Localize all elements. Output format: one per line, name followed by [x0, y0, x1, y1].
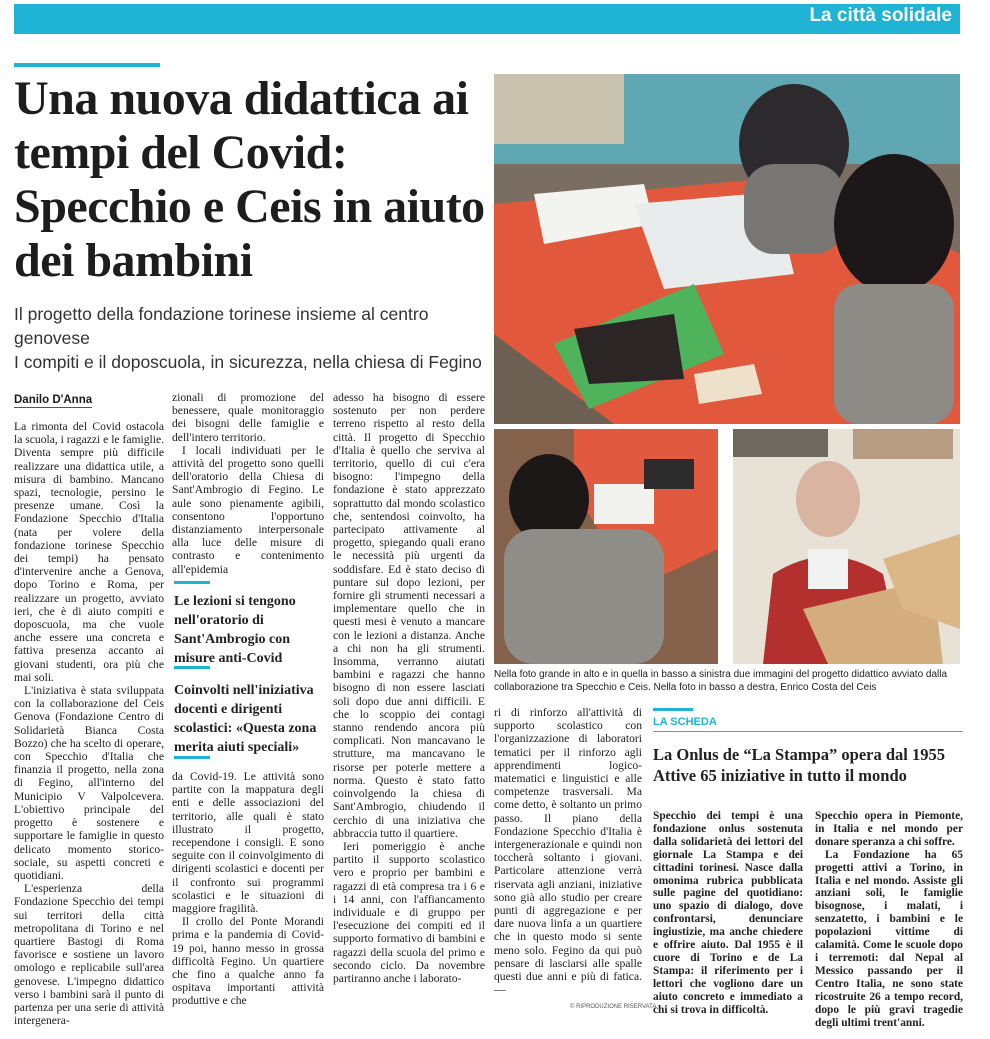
scheda-column-1	[653, 810, 803, 1020]
scheda-divider	[653, 731, 963, 732]
reserved-rights: © RIPRODUZIONE RISERVATA	[570, 1004, 657, 1010]
section-label: La città solidale	[809, 5, 952, 26]
article-column-1	[14, 420, 164, 1028]
bottom-right-photo	[733, 429, 960, 664]
paragraph: zionali di promozione del benessere, quale monitoraggio dei bisogni delle famiglie e dell'intero territorio.	[172, 391, 324, 444]
scheda-title: La Onlus de “La Stampa” opera dal 1955 Attive 65 iniziative in tutto il mondo	[653, 745, 946, 785]
article-column-3	[333, 391, 485, 1021]
paragraph: La rimonta del Covid ostacola la scuola, i ragazzi e le famiglie. Diventa sempre più difficile realizzare una didattica utile, a misura di bambino. Mancano spazi, tecnologie, persino le presenze umane. Così la Fondazione Specchio d'Italia (nata per volere della fondazione torinese Specchio dei tempi) ha pensato d'intervenire anche a Genova, dopo Torino e Roma, per realizzare un progetto, avviato ieri, che è di aiuto compiti e doposcuola, ma che vuole anche essere una concreta e fattiva presenza accanto ai giovani studenti, ora più che mai soli.	[14, 420, 164, 684]
pull-quote-1: Le lezioni si tengono nell'oratorio di Sant'Ambrogio con misure anti-Covid	[174, 594, 296, 666]
paragraph: I locali individuati per le attività del progetto sono quelli dell'oratorio della Chiesa di Sant'Ambrogio di Fegino. Le aule sono pienamente agibili, consentono l'opportuno distanziamento interpersonale alla luce delle misure di contrasto e contenimento all'epidemia	[172, 443, 324, 576]
paragraph: da Covid-19. Le attività sono partite con la mappatura degli enti e delle associazioni del territorio, alle quali è stato illustrato il progetto, recependone i consigli. E sono seguite con il coinvolgimento di dirigenti scolastici e docenti per il confronto sui programmi scolastici e le situazioni di maggiore fragilità.	[172, 770, 324, 916]
photo-caption: Nella foto grande in alto e in quella in basso a sinistra due immagini del progetto didattico avviato dalla collaborazione tra Specchio e Ceis. Nella foto in basso a destra, Enrico Costa del Ceis	[494, 669, 948, 693]
byline: Danilo D'Anna	[14, 394, 93, 406]
pull-quote-2: Coinvolti nell'iniziativa docenti e dirigenti scolastici: «Questa zona merita aiuti speciali»	[174, 683, 317, 755]
paragraph: Il crollo del Ponte Morandi prima e la pandemia di Covid-19 poi, hanno messo in grossa difficoltà Fegino. Un quartiere che fino a qualche anno fa ospitava importanti attività produttive e che	[172, 915, 324, 1008]
bottom-left-photo	[494, 429, 718, 664]
paragraph: L'esperienza della Fondazione Specchio dei tempi sui territori della città metropolitana di Torino e nel quartiere Bastogi di Roma favorisce e sostiene un lavoro omologo e replicabile sull'area genovese. L'impegno didattico verso i bambini sarà il punto di partenza per una serie di attività intergenera-	[14, 882, 164, 1028]
headline: Una nuova didattica ai tempi del Covid: Specchio e Ceis in aiuto dei bambini	[14, 72, 485, 287]
paragraph: ri di rinforzo all'attività di supporto scolastico con l'organizzazione di laboratori tematici per il rinforzo agli apprendimenti logico-matematici e linguistici e alle competenze trasversali. Ma come detto, è soltanto un primo passo. Il piano della Fondazione Specchio d'Italia è intergenerazionale e quindi non toccherà soltanto i giovani. Particolare attenzione verrà riservata agli anziani, iniziative sono già allo studio per creare punti di aggregazione e per dare nuova linfa a un quartiere che in questo modo si sente meno solo. Fegino da qui può pensare di lasciarsi alle spalle questi due anni e più di fatica. —	[494, 706, 642, 997]
subtitle-line-2: I compiti e il doposcuola, in sicurezza, nella chiesa di Fegino	[14, 352, 482, 372]
article-column-4	[494, 706, 642, 1004]
quote-accent	[174, 581, 210, 584]
quote-accent	[174, 666, 210, 669]
article-column-2-top	[172, 391, 324, 576]
subtitle	[14, 302, 494, 374]
paragraph: Ieri pomeriggio è anche partito il supporto scolastico vero e proprio per bambini e ragazzi di età compresa tra i 6 e i 14 anni, con l'affiancamento individuale e di gruppo per l'esecuzione dei compiti ed il supporto formativo di bambini e ragazzi della scuola del primo e secondo ciclo. Da novembre partiranno anche i laborato-	[333, 839, 485, 985]
main-photo	[494, 74, 960, 424]
paragraph: L'iniziativa è stata sviluppata con la collaborazione del Ceis Genova (Fondazione Centro di Solidarietà Bianca Costa Bozzo) che ha scelto di operare, con Specchio d'Italia che finanzia il progetto, nella zona di Fegino, all'interno del Municipio V Valpolcevera. L'obiettivo principale del progetto è sostenere e supportare le famiglie in questo delicato momento storico-sociale, su aspetti concreti e quotidiani.	[14, 684, 164, 882]
paragraph: adesso ha bisogno di essere sostenuto per non perdere terreno rispetto al resto della città. Il progetto di Specchio d'Italia è quello che serviva al territorio, quello di cui c'era bisogno: l'impegno della fondazione è stato apprezzato soprattutto dal mondo scolastico che, sentendosi coinvolto, ha partecipato attivamente al progetto, spiegando quali erano le necessità più urgenti da soddisfare. Ed è stato deciso di puntare sul dopo lezioni, per fornire gli strumenti necessari a implementare quello che in questi mesi è venuto a mancare con le lezioni a distanza. Anche a chi non ha gli strumenti. Insomma, verranno aiutati bambini e ragazzi che hanno bisogno di non essere lasciati soli dopo due anni difficili. E che lo scoppio dei contagi stanno rendendo ancora più complicati. Non mancavano le strutture, ma mancavano le risorse per poterle mettere a norma. Questo è stato fatto coinvolgendo la chiesa di Sant'Ambrogio, chiudendo il cerchio di una iniziativa che abbraccia tutto il quartiere.	[333, 391, 485, 840]
subtitle-line-1: Il progetto della fondazione torinese insieme al centro genovese	[14, 304, 429, 348]
paragraph: Specchio opera in Piemonte, in Italia e nel mondo per donare speranza a chi soffre.	[815, 810, 963, 848]
headline-accent	[14, 63, 160, 67]
scheda-label: LA SCHEDA	[653, 716, 717, 728]
paragraph: Specchio dei tempi è una fondazione onlus sostenuta dalla solidarietà dei lettori del giornale La Stampa e dei cittadini torinesi. Nasce dalla omonima rubrica pubblicata sulle pagine del quotidiano: uno spazio di dialogo, dove confrontarsi, denunciare ingiustizie, ma anche chiedere e offrire aiuto. Dal 1955 è il cuore di Torino e de La Stampa: il riferimento per i lettori che vogliono dare un aiuto concreto e immediato a chi si trova in difficoltà.	[653, 810, 803, 1016]
scheda-accent	[653, 708, 693, 711]
article-column-2-bottom	[172, 770, 324, 1020]
scheda-column-2	[815, 810, 963, 1029]
paragraph: La Fondazione ha 65 progetti attivi a Torino, in Italia e nel mondo. Assiste gli anziani soli, le famiglie bisognose, i malati, i senzatetto, i bambini e le popolazioni vittime di calamità. Come le scuole dopo i terremoti: dal Nepal al Messico passando per il Centro Italia, ne sono state ricostruite 26 a tempo record, dopo le più gravi tragedie degli ultimi trent'anni.	[815, 848, 963, 1029]
quote-accent	[174, 756, 210, 759]
